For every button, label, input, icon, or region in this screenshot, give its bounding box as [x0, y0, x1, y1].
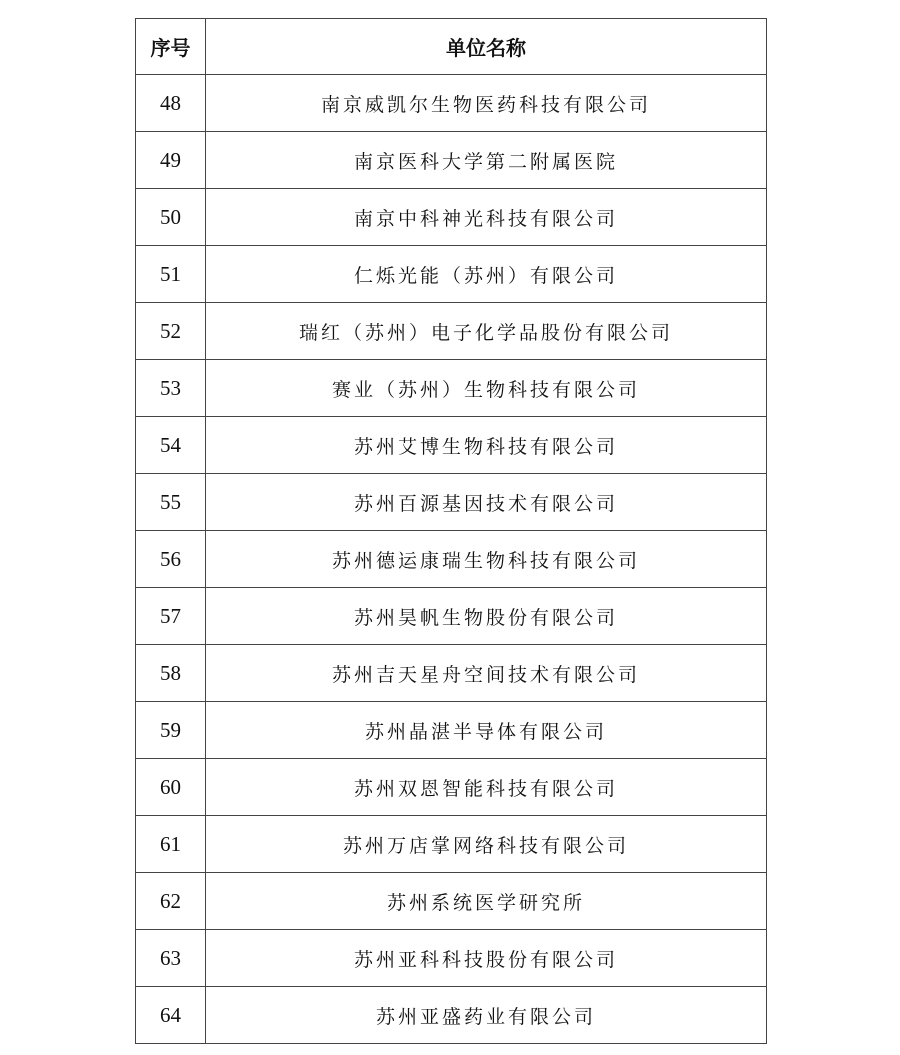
table-row [136, 930, 767, 987]
table-row [136, 474, 767, 531]
row-name: 苏州亚盛药业有限公司 [206, 987, 767, 1044]
row-name: 瑞红（苏州）电子化学品股份有限公司 [206, 303, 767, 360]
row-name: 苏州双恩智能科技有限公司 [206, 759, 767, 816]
header-index: 序号 [136, 19, 206, 75]
row-name: 南京中科神光科技有限公司 [206, 189, 767, 246]
table-body [136, 75, 767, 1044]
table-row [136, 132, 767, 189]
table-row [136, 75, 767, 132]
row-index: 58 [136, 645, 206, 702]
row-index: 60 [136, 759, 206, 816]
header-name: 单位名称 [206, 19, 767, 75]
row-name: 苏州晶湛半导体有限公司 [206, 702, 767, 759]
header-row [136, 19, 767, 75]
row-index: 61 [136, 816, 206, 873]
row-name: 苏州吉天星舟空间技术有限公司 [206, 645, 767, 702]
row-index: 52 [136, 303, 206, 360]
row-index: 48 [136, 75, 206, 132]
row-name: 苏州百源基因技术有限公司 [206, 474, 767, 531]
table-row [136, 702, 767, 759]
organization-table [135, 18, 767, 1044]
table-row [136, 531, 767, 588]
row-index: 56 [136, 531, 206, 588]
row-name: 赛业（苏州）生物科技有限公司 [206, 360, 767, 417]
row-name: 苏州艾博生物科技有限公司 [206, 417, 767, 474]
row-index: 53 [136, 360, 206, 417]
row-index: 59 [136, 702, 206, 759]
table-row [136, 987, 767, 1044]
row-index: 55 [136, 474, 206, 531]
table-row [136, 246, 767, 303]
row-name: 仁烁光能（苏州）有限公司 [206, 246, 767, 303]
row-index: 64 [136, 987, 206, 1044]
row-name: 苏州德运康瑞生物科技有限公司 [206, 531, 767, 588]
table-row [136, 588, 767, 645]
table-row [136, 360, 767, 417]
table-row [136, 873, 767, 930]
table-header [136, 19, 767, 75]
row-name: 苏州系统医学研究所 [206, 873, 767, 930]
row-index: 49 [136, 132, 206, 189]
table-row [136, 417, 767, 474]
row-index: 57 [136, 588, 206, 645]
table-row [136, 645, 767, 702]
row-index: 62 [136, 873, 206, 930]
table-row [136, 759, 767, 816]
row-name: 苏州亚科科技股份有限公司 [206, 930, 767, 987]
row-name: 苏州万店掌网络科技有限公司 [206, 816, 767, 873]
table-row [136, 816, 767, 873]
row-name: 南京威凯尔生物医药科技有限公司 [206, 75, 767, 132]
row-index: 63 [136, 930, 206, 987]
row-index: 54 [136, 417, 206, 474]
row-index: 50 [136, 189, 206, 246]
row-index: 51 [136, 246, 206, 303]
row-name: 苏州昊帆生物股份有限公司 [206, 588, 767, 645]
row-name: 南京医科大学第二附属医院 [206, 132, 767, 189]
table-row [136, 189, 767, 246]
table-row [136, 303, 767, 360]
